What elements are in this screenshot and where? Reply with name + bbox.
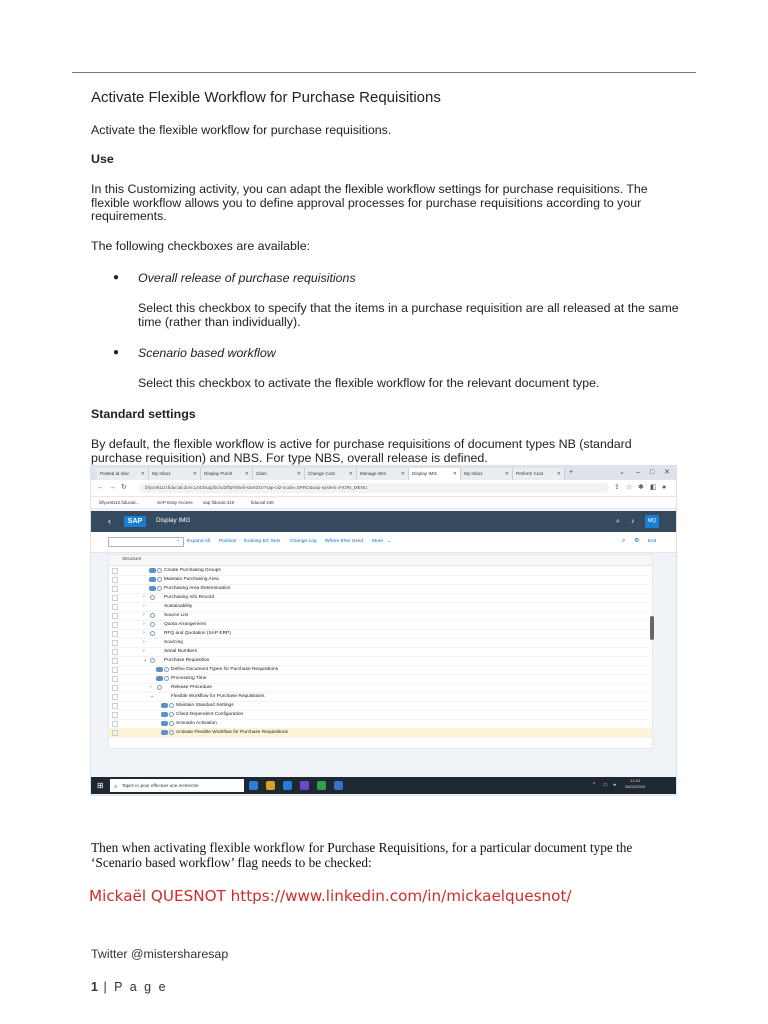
tree-row-label: Processing Time [171,676,207,681]
tree-row-label: Sustainability [164,604,193,609]
reload-icon[interactable]: ↻ [121,484,127,491]
docs-icon [157,685,162,690]
windows-start-icon[interactable]: ⊞ [97,781,104,790]
embedded-sap-screenshot [91,466,676,795]
row-checkbox[interactable] [112,640,118,646]
app-title: Display IMG [156,517,191,524]
bullet2-desc: Select this checkbox to activate the flexible workflow for the relevant document type. [138,376,600,390]
activity-icon [161,730,168,735]
use-para-line1: In this Customizing activity, you can adapt the flexible workflow settings for purchase requisitions. The [91,182,648,196]
row-checkbox[interactable] [112,730,118,736]
tree-header [109,555,652,566]
forward-arrow-icon[interactable]: → [109,484,116,491]
chevron-down-icon: ⌄ [387,539,392,544]
row-checkbox[interactable] [112,685,118,691]
row-checkbox[interactable] [112,595,118,601]
expand-arrow-icon[interactable]: › [143,648,145,654]
bookmark-item[interactable]: SAP Easy Access [157,500,193,505]
tree-row-label: Sourcing [164,640,183,645]
bullet-dot: ● [113,272,120,283]
network-icon[interactable]: ▭ [603,782,608,788]
sap-logo[interactable]: SAP [124,516,146,527]
taskview-icon[interactable] [249,781,258,790]
bullet1-desc-line1: Select this checkbox to specify that the items in a purchase requisition are all released at the same [138,301,679,315]
bullet-dot: ● [113,347,120,358]
row-checkbox[interactable] [112,694,118,700]
expand-all-button[interactable]: Expand All [187,539,211,544]
author-linkedin-link[interactable]: Mickaël QUESNOT https://www.linkedin.com/in/mickaelquesnot/ [89,887,572,906]
chevron-down-icon: ⌄ [175,537,180,543]
tree-row-label: Maintain Purchasing Area [164,577,219,582]
position-button[interactable]: Position [219,539,237,544]
bullet1-desc-line2: time (rather than individually). [138,315,301,329]
address-bar [91,480,676,497]
use-para-line2: flexible workflow allows you to define approval processes for purchase requisitions according to your [91,196,642,210]
page-number-value: 1 [91,979,98,994]
back-arrow-icon[interactable]: ← [97,484,104,491]
taskbar-search[interactable] [110,779,244,792]
outlook-icon[interactable] [334,781,343,790]
row-checkbox[interactable] [112,604,118,610]
use-para-line3: requirements. [91,209,167,223]
activity-icon [149,586,156,591]
row-checkbox[interactable] [112,568,118,574]
tree-row-label: Purchasing Info Record [164,595,215,600]
minimize-icon[interactable]: – [636,469,640,476]
sidepanel-icon[interactable]: ◧ [650,484,657,491]
tree-row-label: Flexible Workflow for Purchase Requisitions [171,694,265,699]
docs-icon [164,667,169,672]
new-tab-icon[interactable]: + [569,469,574,476]
chevron-down-icon[interactable]: ⌄ [619,469,625,476]
browser-tab[interactable]: Clam ✕ [253,468,305,480]
extensions-icon[interactable]: ✱ [638,484,644,491]
tree-row-label: Maintain Standard Settings [176,703,234,708]
docs-icon [164,676,169,681]
intro-text: Activate the flexible workflow for purchase requisitions. [91,123,392,137]
bookmark-item[interactable]: fiducial 440 [251,500,274,505]
sap-shell-header [91,511,676,532]
where-else-used-button[interactable]: Where Else Used [325,539,364,544]
tree-row-label: Client-Dependent Configuration [176,712,244,717]
activity-icon [161,703,168,708]
row-checkbox[interactable] [112,667,118,673]
tree-row-label: RFQ and Quotation (SAP ERP) [164,631,231,636]
expand-arrow-icon[interactable]: › [143,603,145,609]
clock-time: 11:34 [630,778,640,783]
star-icon[interactable]: ☆ [626,484,633,491]
tree-row-label: Release Procedure [171,685,213,690]
img-structure-tree [108,554,653,749]
expand-arrow-icon[interactable]: › [150,684,152,690]
tray-chevron-icon[interactable]: ^ [593,782,596,788]
row-checkbox[interactable] [112,676,118,682]
taskbar-search-placeholder: Tapez ici pour effectuer une recherche [122,783,199,788]
bell-icon[interactable]: ♪ [631,518,635,525]
row-checkbox[interactable] [112,577,118,583]
docs-icon [169,730,174,735]
teams-icon[interactable] [300,781,309,790]
bookmark-item[interactable]: sap fiducial 410 [203,500,235,505]
followup-line1: Then when activating flexible workflow for Purchase Requisitions, for a particular document type the [91,840,633,856]
row-checkbox[interactable] [112,613,118,619]
browser-tab[interactable]: My Inbox ✕ [461,468,513,480]
tree-row-label: Quota Arrangement [164,622,206,627]
collapse-arrow-icon[interactable]: ⌄ [143,657,148,663]
docs-icon [169,721,174,726]
expand-arrow-icon[interactable]: › [143,630,145,636]
app-toolbar [91,532,676,553]
docs-icon [150,631,155,636]
chrome-icon[interactable] [317,781,326,790]
expand-arrow-icon[interactable]: › [143,639,145,645]
tree-row-label: Activate Flexible Workflow for Purchase Requisitions [176,730,288,735]
row-checkbox[interactable] [112,703,118,709]
taskbar-clock[interactable] [625,778,645,790]
avatar[interactable]: MQ [645,515,659,528]
back-chevron-icon[interactable]: ‹ [108,516,111,526]
docs-icon [150,622,155,627]
row-checkbox[interactable] [112,649,118,655]
browser-tab[interactable]: My Inbox ✕ [149,468,201,480]
tree-row-label: Create Purchasing Groups [164,568,221,573]
collapse-arrow-icon[interactable]: ⌄ [150,693,155,699]
browser-tab[interactable]: Posted at Idoc ✕ [97,468,149,480]
expand-arrow-icon[interactable]: › [143,621,145,627]
docs-icon [157,568,162,573]
document-title: Activate Flexible Workflow for Purchase Requisitions [91,89,441,106]
bookmarks-bar [91,497,676,509]
twitter-handle: Twitter @mistersharesap [91,947,229,962]
browser-tab-active[interactable]: Display IMG ✕ [409,468,461,480]
file-explorer-icon[interactable] [266,781,275,790]
tree-scrollbar[interactable] [650,616,654,640]
tree-row-label: Source List [164,613,188,618]
existing-bc-sets-button[interactable]: Existing BC Sets [244,539,281,544]
browser-tab[interactable]: Change Cust ✕ [305,468,357,480]
row-checkbox[interactable] [112,631,118,637]
tree-row-label: Scenario Activation [176,721,217,726]
tree-row-selected[interactable] [109,728,652,738]
page-number [91,980,168,994]
profile-icon[interactable]: ● [662,484,667,491]
docs-icon [169,712,174,717]
maximize-icon[interactable]: □ [650,469,655,476]
tree-header-label: Structure [122,557,142,562]
activity-icon [149,568,156,573]
docs-icon [157,577,162,582]
more-button[interactable]: More [372,539,384,544]
exit-button[interactable]: Exit [648,539,657,544]
expand-arrow-icon[interactable]: › [143,612,145,618]
volume-icon[interactable]: ◂ [613,782,616,788]
share-icon[interactable]: ⇪ [614,484,620,491]
docs-icon [169,703,174,708]
close-window-icon[interactable]: ✕ [664,469,670,476]
settings-icon[interactable]: ⚙ [634,538,640,544]
tree-row-label: Purchase Requisition [164,658,210,663]
search-icon[interactable]: ⌕ [616,518,620,525]
row-checkbox[interactable] [112,721,118,727]
search-icon[interactable]: ⌕ [622,538,626,544]
bookmark-item[interactable]: bllyce8110.fiducial... [99,500,140,505]
browser-tab[interactable]: Manage Wor ✕ [357,468,409,480]
activity-icon [156,676,163,681]
activity-icon [161,712,168,717]
followup-line2: ‘Scenario based workflow’ flag needs to be checked: [91,855,372,871]
row-checkbox[interactable] [112,586,118,592]
bullet1-title: Overall release of purchase requisitions [138,271,356,285]
standard-para-line2: purchase requisition) and NBS. For type NBS, overall release is defined. [91,451,488,465]
docs-icon [150,595,155,600]
activity-icon [156,667,163,672]
tree-row-label: Define Document Types for Purchase Requisitions [171,667,279,672]
standard-settings-heading: Standard settings [91,407,196,421]
use-heading: Use [91,152,114,166]
browser-tab-bar [91,466,676,480]
page-label: | P a g e [103,979,168,994]
variant-select[interactable] [108,537,184,547]
docs-icon [157,586,162,591]
docs-icon [150,613,155,618]
change-log-button[interactable]: Change Log [290,539,317,544]
edge-icon[interactable] [283,781,292,790]
browser-tab[interactable]: Perform Cust ✕ [513,468,565,480]
docs-icon [150,658,155,663]
tree-row-label: Serial Numbers [164,649,198,654]
url-field[interactable]: bllyce8110.fiducial.dom:1443/sap/bc/ui2/flp#Shell-startGUI?sap-ui2-tcode=SPRO&sap-system=FIORI_MENU [139,483,609,493]
tree-row-label: Purchasing Area Determination [164,586,231,591]
activity-icon [149,577,156,582]
row-checkbox[interactable] [112,658,118,664]
bullet2-title: Scenario based workflow [138,346,276,360]
standard-para-line1: By default, the flexible workflow is active for purchase requisitions of document types NB (standard [91,437,632,451]
clock-date: 28/02/2023 [625,784,646,789]
browser-tab[interactable]: Display Purch ✕ [201,468,253,480]
checkbox-intro: The following checkboxes are available: [91,239,311,253]
windows-taskbar [91,777,676,794]
expand-arrow-icon[interactable]: › [143,594,145,600]
row-checkbox[interactable] [112,622,118,628]
row-checkbox[interactable] [112,712,118,718]
top-rule [72,72,696,73]
search-icon: ⌕ [114,784,118,790]
activity-icon [161,721,168,726]
